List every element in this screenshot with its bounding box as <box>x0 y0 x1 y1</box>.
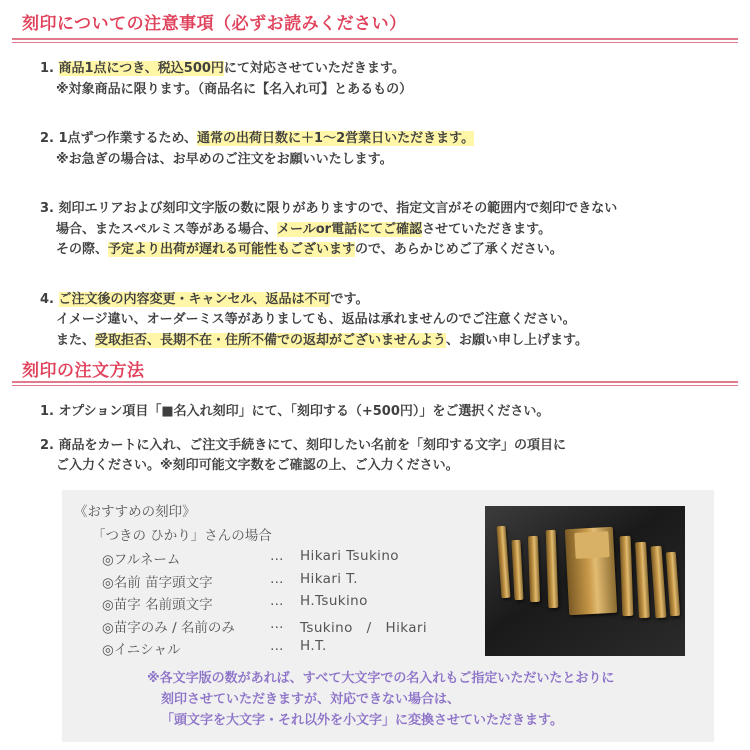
notice-text: にて対応させていただきます。 <box>223 61 405 76</box>
notice-line <box>40 150 740 171</box>
order-divider <box>12 381 738 386</box>
order-heading: 刻印の注文方法 <box>22 361 145 381</box>
notice-line <box>40 290 740 311</box>
highlighted-text: 通常の出荷日数に＋1～2営業日いただきます。 <box>197 131 475 146</box>
notice-line <box>40 310 740 331</box>
recommendation-dots: … <box>270 638 284 654</box>
highlighted-text: 予定より出荷が遅れる可能性もございます <box>108 242 356 257</box>
order-step-line: 2. 商品をカートに入れ、ご注文手続きにて、刻印したい名前を「刻印する文字」の項目に <box>40 437 567 453</box>
order-step <box>40 402 740 423</box>
stamp-letters-photo <box>485 506 685 656</box>
notice-text: イメージ違い、オーダーミス等がありましても、返品は承れませんのでご注意ください。 <box>56 312 576 327</box>
recommendation-note <box>147 668 614 731</box>
stamp-piece <box>528 536 540 602</box>
recommendation-title: 《おすすめの刻印》 <box>74 504 196 520</box>
notice-divider <box>12 38 738 43</box>
order-step-line: ご入力ください。※刻印可能文字数をご確認の上、ご入力ください。 <box>56 458 459 473</box>
notice-text: ※対象商品に限ります。（商品名に【名入れ可】とあるもの） <box>56 81 413 97</box>
recommendation-dots: … <box>270 593 284 609</box>
notice-line <box>40 199 740 220</box>
notice-item <box>40 199 740 261</box>
stamp-piece <box>635 542 650 618</box>
notice-line <box>40 220 740 241</box>
notice-item <box>40 59 740 100</box>
stamp-piece <box>496 526 510 598</box>
stamp-face <box>574 531 609 559</box>
stamp-piece <box>620 536 634 616</box>
recommendation-value: H.Tsukino <box>300 593 368 609</box>
stamp-piece <box>666 552 680 617</box>
recommendation-dots: … <box>270 615 284 632</box>
notice-text: 3. 刻印エリアおよび刻印文字版の数に限りがありますので、指定文言がその範囲内で刻印できない <box>40 201 618 216</box>
notice-text: ので、あらかじめご了承ください。 <box>355 242 563 257</box>
highlighted-text: ご注文後の内容変更・キャンセル、返品は不可 <box>58 291 331 307</box>
order-step-line: 1. オプション項目「■名入れ刻印」にて、「刻印する（+500円）」をご選択ください。 <box>40 404 550 419</box>
notice-line <box>40 331 740 352</box>
highlighted-text: 受取拒否、長期不在・住所不備での返却がございませんよう <box>95 332 447 348</box>
recommendation-note-line: 「頭文字を大文字・それ以外を小文字」に変換させていただきます。 <box>161 713 563 728</box>
notice-text: また、 <box>56 332 96 348</box>
notice-line <box>40 59 740 80</box>
recommendation-label: ◎苗字 名前頭文字 <box>102 597 213 613</box>
stamp-piece <box>651 546 667 619</box>
notice-text: 4. <box>40 291 59 307</box>
recommendation-value: H.T. <box>300 638 327 654</box>
highlighted-text: メールor電話にてご確認 <box>277 221 423 237</box>
recommendation-value: Tsukino / Hikari <box>300 619 427 636</box>
recommendation-case: 「つきの ひかり」さんの場合 <box>92 528 272 544</box>
recommendation-value: Hikari T. <box>300 570 358 587</box>
order-step <box>40 436 740 477</box>
notice-line <box>40 240 740 261</box>
recommendation-label: ◎フルネーム <box>102 552 181 568</box>
notice-text: ※お急ぎの場合は、お早めのご注文をお願いいたします。 <box>56 151 393 167</box>
notice-text: です。 <box>330 291 369 307</box>
notice-text: その際、 <box>56 242 109 257</box>
recommendation-note-line: ※各文字版の数があれば、すべて大文字での名入れもご指定いただいたとおりに <box>147 671 615 686</box>
recommendation-label: ◎イニシャル <box>102 642 181 658</box>
recommendation-label: ◎名前 苗字頭文字 <box>102 574 213 591</box>
notice-heading: 刻印についての注意事項（必ずお読みください） <box>22 14 407 34</box>
recommendation-box <box>62 490 714 742</box>
recommendation-dots: … <box>270 570 284 587</box>
notice-text: 1. <box>40 61 59 76</box>
notice-list <box>40 59 740 380</box>
notice-item <box>40 129 740 170</box>
notice-item <box>40 290 740 352</box>
recommendation-note-line: 刻印させていただきますが、対応できない場合は、 <box>161 692 461 707</box>
stamp-piece <box>546 530 559 608</box>
recommendation-value: Hikari Tsukino <box>300 548 399 564</box>
notice-text: させていただきます。 <box>422 221 552 237</box>
order-steps <box>40 402 740 490</box>
notice-text: 、お願い申し上げます。 <box>446 332 588 348</box>
notice-text: 場合、またスペルミス等がある場合、 <box>56 221 278 237</box>
highlighted-text: 商品1点につき、税込500円 <box>58 61 224 76</box>
notice-line <box>40 129 740 150</box>
notice-line <box>40 80 740 101</box>
notice-text: 2. 1点ずつ作業するため、 <box>40 131 198 146</box>
stamp-piece <box>511 540 523 600</box>
recommendation-dots: … <box>270 548 284 564</box>
recommendation-label: ◎苗字のみ / 名前のみ <box>102 619 235 636</box>
